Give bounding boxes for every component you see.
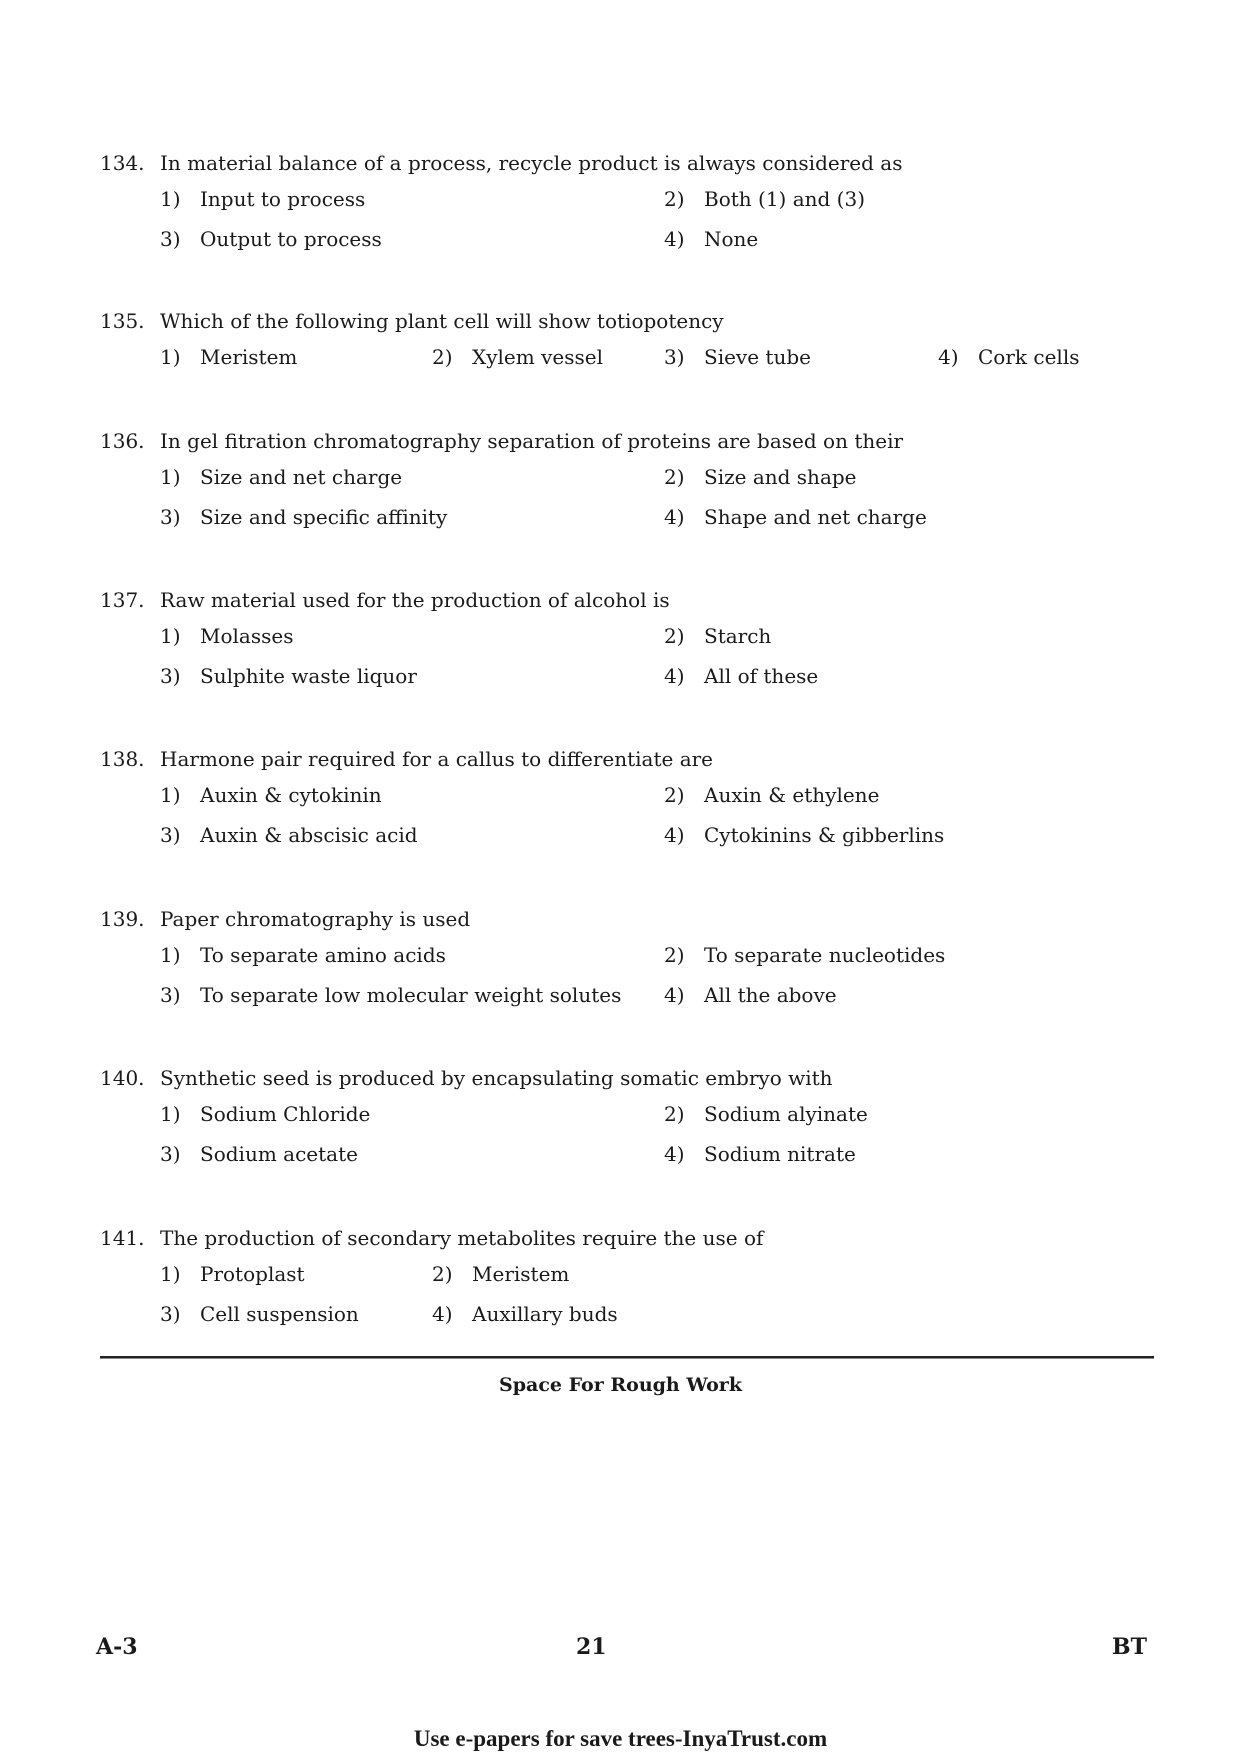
option-1: 1) Size and net charge — [160, 465, 403, 489]
option-2: 2) Size and shape — [664, 465, 857, 489]
option-1: 1) Protoplast — [160, 1262, 305, 1286]
option-2: 2) To separate nucleotides — [664, 943, 946, 967]
question-text: Which of the following plant cell will show totiopotency — [160, 309, 724, 333]
question-137 — [100, 585, 1160, 688]
option-1: 1) Auxin & cytokinin — [160, 783, 382, 807]
option-3: 3) Size and specific affinity — [160, 505, 448, 529]
option-4: 4) Cork cells — [938, 345, 1080, 369]
question-number: 141. — [100, 1226, 145, 1250]
footer-subject-code: BT — [1112, 1634, 1147, 1660]
option-4: 4) All of these — [664, 664, 819, 688]
question-136 — [100, 426, 1160, 529]
question-text: In material balance of a process, recycle product is always considered as — [160, 151, 903, 175]
question-number: 140. — [100, 1066, 145, 1090]
question-135 — [100, 306, 1160, 369]
question-141 — [100, 1223, 1160, 1326]
option-2: 2) Xylem vessel — [432, 345, 603, 369]
option-2: 2) Auxin & ethylene — [664, 783, 880, 807]
option-3: 3) Sulphite waste liquor — [160, 664, 417, 688]
question-number: 134. — [100, 151, 145, 175]
option-4: 4) Cytokinins & gibberlins — [664, 823, 945, 847]
question-text: Raw material used for the production of alcohol is — [160, 588, 670, 612]
option-2: 2) Meristem — [432, 1262, 570, 1286]
option-3: 3) Auxin & abscisic acid — [160, 823, 418, 847]
question-number: 137. — [100, 588, 145, 612]
option-2: 2) Starch — [664, 624, 772, 648]
option-1: 1) To separate amino acids — [160, 943, 446, 967]
rough-work-heading: Space For Rough Work — [499, 1374, 742, 1396]
option-2: 2) Sodium alyinate — [664, 1102, 868, 1126]
question-number: 136. — [100, 429, 145, 453]
option-1: 1) Molasses — [160, 624, 294, 648]
question-139 — [100, 904, 1160, 1007]
question-138 — [100, 744, 1160, 847]
question-134 — [100, 148, 1160, 251]
question-number: 139. — [100, 907, 145, 931]
option-1: 1) Meristem — [160, 345, 298, 369]
option-3: 3) Sieve tube — [664, 345, 811, 369]
option-3: 3) To separate low molecular weight solutes — [160, 983, 622, 1007]
option-2: 2) Both (1) and (3) — [664, 187, 865, 211]
divider-line — [100, 1356, 1154, 1359]
question-text: In gel fitration chromatography separation of proteins are based on their — [160, 429, 904, 453]
option-4: 4) Sodium nitrate — [664, 1142, 856, 1166]
option-1: 1) Sodium Chloride — [160, 1102, 371, 1126]
question-number: 138. — [100, 747, 145, 771]
footer-page-number: 21 — [576, 1634, 607, 1660]
question-text: Synthetic seed is produced by encapsulating somatic embryo with — [160, 1066, 833, 1090]
option-4: 4) All the above — [664, 983, 837, 1007]
footer-paper-code: A-3 — [96, 1634, 138, 1660]
question-text: Paper chromatography is used — [160, 907, 471, 931]
option-3: 3) Cell suspension — [160, 1302, 359, 1326]
option-3: 3) Output to process — [160, 227, 382, 251]
option-1: 1) Input to process — [160, 187, 366, 211]
question-text: Harmone pair required for a callus to differentiate are — [160, 747, 714, 771]
watermark-banner: Use e-papers for save trees-InyaTrust.com — [413, 1726, 828, 1751]
question-140 — [100, 1063, 1160, 1166]
option-4: 4) Auxillary buds — [432, 1302, 618, 1326]
option-4: 4) Shape and net charge — [664, 505, 927, 529]
option-4: 4) None — [664, 227, 759, 251]
question-text: The production of secondary metabolites require the use of — [160, 1226, 764, 1250]
option-3: 3) Sodium acetate — [160, 1142, 358, 1166]
question-number: 135. — [100, 309, 145, 333]
